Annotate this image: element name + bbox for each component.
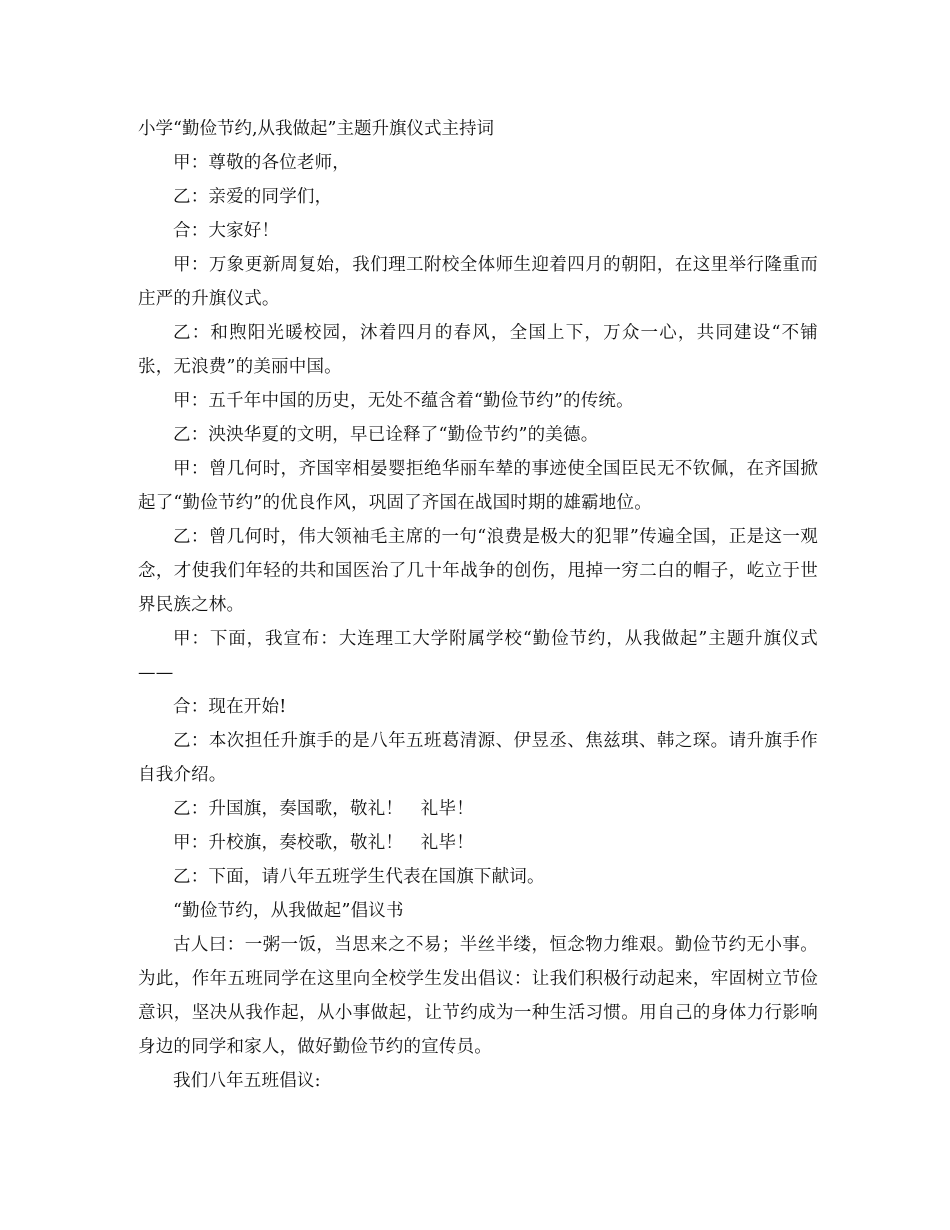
paragraph: 甲：尊敬的各位老师， <box>173 153 350 173</box>
document-title: 小学“勤俭节约,从我做起”主题升旗仪式主持词 <box>138 119 494 139</box>
paragraph: 合：现在开始! <box>173 697 287 717</box>
paragraph: 乙：亲爱的同学们， <box>173 187 333 207</box>
paragraph: 乙：泱泱华夏的文明，早已诠释了“勤俭节约”的美德。 <box>173 425 599 445</box>
paragraph: 古人曰：一粥一饭，当思来之不易；半丝半缕，恒念物力维艰。勤俭节约无小事。为此，作年五班同学在这里向全校学生发出倡议：让我们积极行动起来，牢固树立节俭意识，坚决从我作起，从小事做起，让节约成为一种生活习惯。用自己的身体力行影响身边的同学和家人，做好勤俭节约的宣传员。 <box>138 935 818 1057</box>
proposal-heading: “勤俭节约，从我做起”倡议书 <box>173 901 404 921</box>
paragraph: 甲：曾几何时，齐国宰相晏婴拒绝华丽车辇的事迹使全国臣民无不钦佩，在齐国掀起了“勤俭节约”的优良作风，巩固了齐国在战国时期的雄霸地位。 <box>138 459 818 513</box>
document-body <box>138 112 818 1098</box>
paragraph: 乙：下面，请八年五班学生代表在国旗下献词。 <box>173 867 545 887</box>
paragraph: 乙：本次担任升旗手的是八年五班葛清源、伊昱丞、焦兹琪、韩之琛。请升旗手作自我介绍。 <box>138 731 818 785</box>
paragraph: 我们八年五班倡议: <box>173 1071 321 1091</box>
paragraph: 甲：五千年中国的历史，无处不蕴含着“勤俭节约”的传统。 <box>173 391 634 411</box>
paragraph: 甲：升校旗，奏校歌，敬礼！ 礼毕！ <box>173 833 474 853</box>
paragraph: 合：大家好！ <box>173 221 280 241</box>
paragraph: 乙：曾几何时，伟大领袖毛主席的一句“浪费是极大的犯罪”传遍全国，正是这一观念，才使我们年轻的共和国医治了几十年战争的创伤，甩掉一穷二白的帽子，屹立于世界民族之林。 <box>138 527 818 615</box>
paragraph: 甲：下面，我宣布：大连理工大学附属学校“勤俭节约，从我做起”主题升旗仪式—— <box>138 629 818 683</box>
paragraph: 乙：升国旗，奏国歌，敬礼！ 礼毕！ <box>173 799 474 819</box>
paragraph: 甲：万象更新周复始，我们理工附校全体师生迎着四月的朝阳，在这里举行隆重而庄严的升旗仪式。 <box>138 255 818 309</box>
paragraph: 乙：和煦阳光暖校园，沐着四月的春风，全国上下，万众一心，共同建设“不铺张，无浪费”的美丽中国。 <box>138 323 818 377</box>
